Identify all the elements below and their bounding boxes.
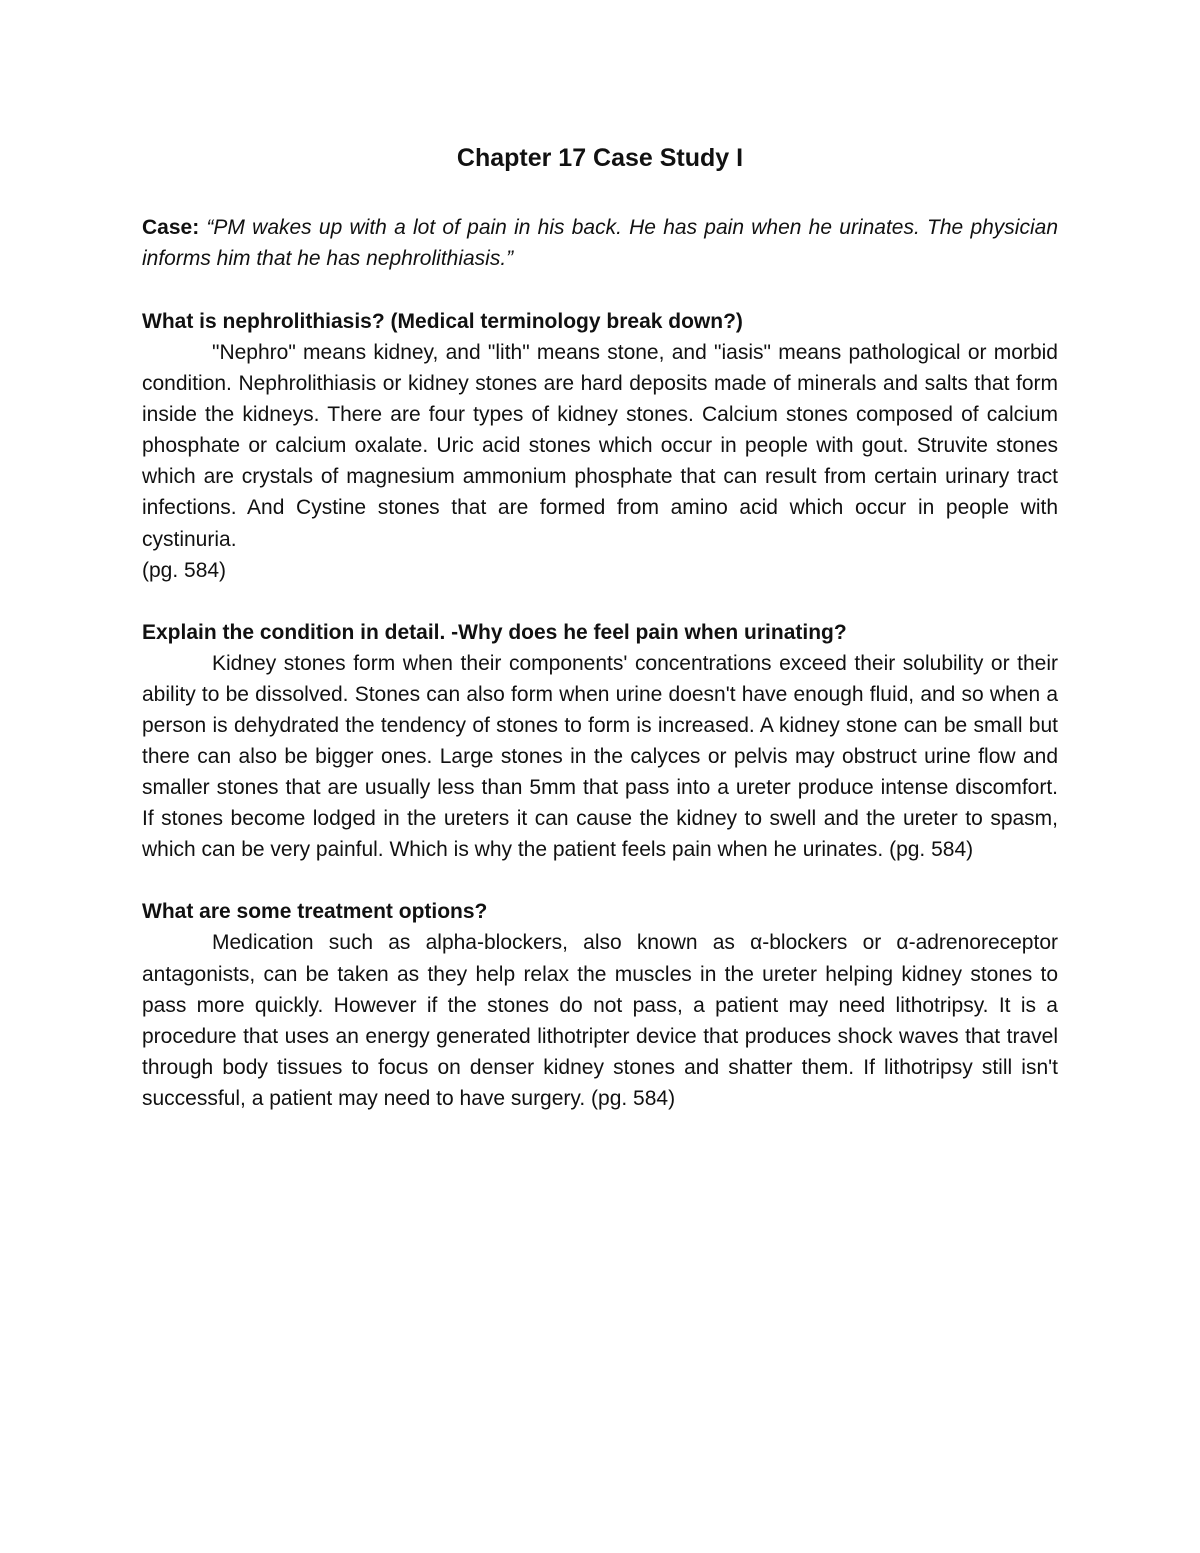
- case-text: “PM wakes up with a lot of pain in his back. He has pain when he urinates. The physician informs him that he has nephrolithiasis.”: [142, 216, 1058, 270]
- question-heading: Explain the condition in detail. -Why does he feel pain when urinating?: [142, 620, 847, 644]
- question-heading: What are some treatment options?: [142, 900, 488, 924]
- answer-paragraph: Medication such as alpha-blockers, also known as α-blockers or α-adrenoreceptor antagonists, can be taken as they help relax the muscles in the ureter helping kidney stones to pass more quickly. However if the stones do not pass, a patient may need lithotripsy. It is a procedure that uses an energy generated lithotripter device that produces shock waves that travel through body tissues to focus on denser kidney stones and shatter them. If lithotripsy still isn't successful, a patient may need to have surgery. (pg. 584): [142, 931, 1058, 1110]
- page-reference: (pg. 584): [142, 558, 227, 582]
- section-definition: [142, 306, 1058, 586]
- case-label: Case:: [142, 216, 200, 239]
- case-statement: [142, 212, 1058, 274]
- question-heading: What is nephrolithiasis? (Medical terminology break down?): [142, 310, 743, 333]
- document-page: [142, 138, 1058, 1145]
- section-condition-detail: [142, 617, 1058, 866]
- section-treatment: [142, 896, 1058, 1114]
- answer-text: "Nephro" means kidney, and "lith" means stone, and "iasis" means pathological or morbid condition. Nephrolithiasis or kidney stones are hard deposits made of minerals and salts that form inside the kidneys. There are four types of kidney stones. Calcium stones composed of calcium phosphate or calcium oxalate. Uric acid stones which occur in people with gout. Struvite stones which are crystals of magnesium ammonium phosphate that can result from certain urinary tract infections. And Cystine stones that are formed from amino acid which occur in people with cystinuria.: [142, 341, 1058, 551]
- answer-paragraph: Kidney stones form when their components' concentrations exceed their solubility or their ability to be dissolved. Stones can also form when urine doesn't have enough fluid, and so when a person is dehydrated the tendency of stones to form is increased. A kidney stone can be small but there can also be bigger ones. Large stones in the calyces or pelvis may obstruct urine flow and smaller stones that are usually less than 5mm that pass into a ureter produce intense discomfort. If stones become lodged in the ureters it can cause the kidney to swell and the ureter to spasm, which can be very painful. Which is why the patient feels pain when he urinates. (pg. 584): [142, 651, 1058, 862]
- answer-paragraph: [142, 337, 1058, 586]
- page-title: Chapter 17 Case Study I: [456, 144, 744, 172]
